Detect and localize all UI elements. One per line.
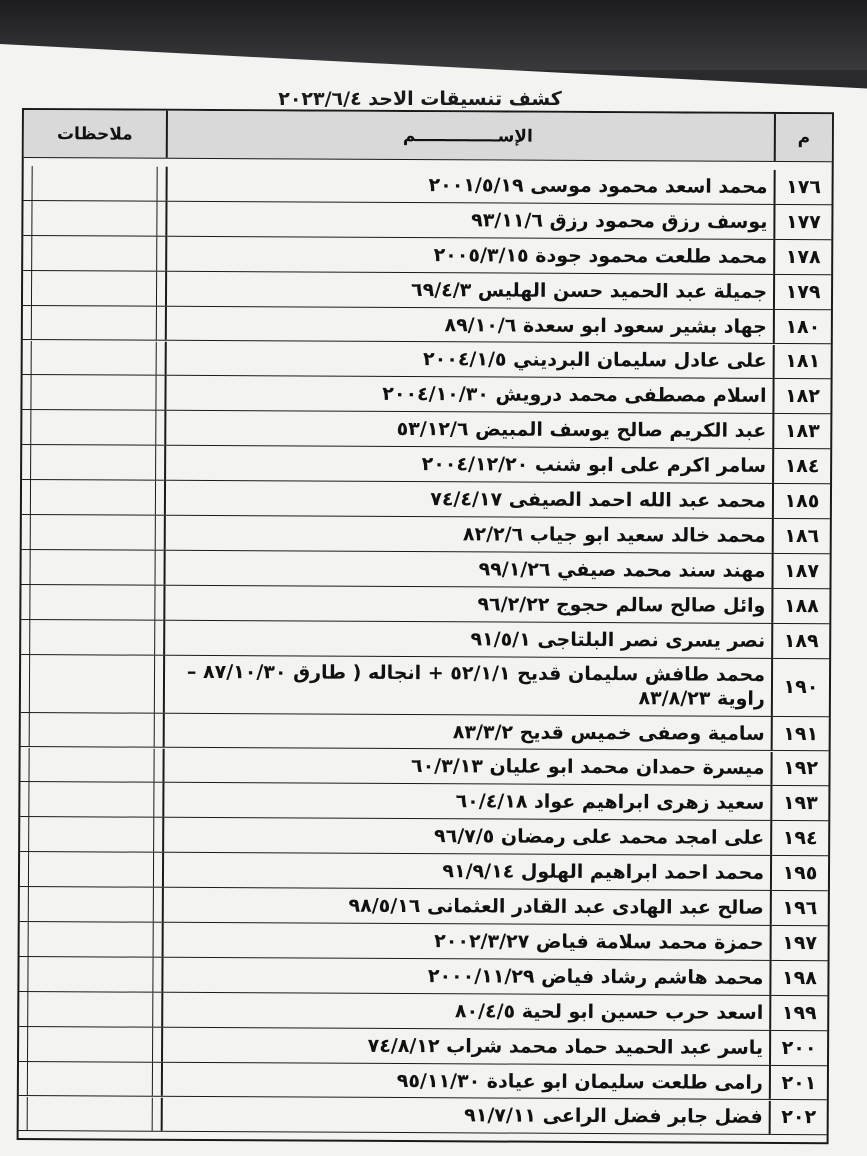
row-number: ١٩٤ — [770, 821, 828, 855]
table-row — [19, 1096, 827, 1135]
row-number: ١٩٨ — [769, 961, 827, 995]
row-notes-box — [29, 655, 155, 713]
row-name: على امجد محمد على رمضان ٩٦/٧/٥ — [162, 818, 770, 855]
row-notes — [22, 445, 164, 480]
table-row — [22, 375, 830, 414]
header-name: الإســــــــــــــم — [166, 111, 774, 161]
row-notes — [20, 922, 162, 957]
row-number: ١٩٣ — [770, 786, 828, 820]
row-notes-box — [29, 713, 155, 748]
table-row — [24, 166, 832, 205]
table-row — [23, 201, 831, 240]
table-row — [22, 515, 830, 554]
row-notes — [21, 713, 163, 748]
row-name: فضل جابر فضل الراعى ٩١/٧/١١ — [161, 1097, 769, 1134]
row-notes — [20, 748, 162, 783]
row-notes — [23, 341, 165, 376]
header-notes: ملاحظات — [56, 123, 133, 145]
row-notes-box — [31, 341, 157, 376]
row-name: محمد احمد ابراهيم الهلول ٩١/٩/١٤ — [162, 853, 770, 890]
row-number: ١٩١ — [771, 717, 829, 751]
row-notes-box — [28, 782, 154, 817]
row-name: اسعد حرب حسين ابو لحية ٨٠/٤/٥ — [161, 993, 769, 1030]
row-notes — [20, 782, 162, 817]
row-notes — [23, 271, 165, 306]
row-notes-box — [31, 271, 157, 306]
row-number: ١٩٢ — [770, 751, 828, 785]
row-notes-box — [29, 585, 155, 620]
row-number: ٢٠٠ — [769, 1031, 827, 1065]
row-number: ١٩٧ — [770, 926, 828, 960]
table-row — [20, 748, 828, 787]
table-row — [22, 550, 830, 589]
row-notes-box — [29, 620, 155, 655]
row-number: ٢٠١ — [769, 1066, 827, 1100]
table-row — [19, 957, 827, 996]
row-notes-box — [31, 306, 157, 341]
row-notes — [24, 166, 166, 201]
row-name: يوسف رزق محمود رزق ٩٣/١١/٦ — [165, 202, 773, 239]
table-row — [21, 713, 829, 752]
row-name: سامية وصفى خميس قديح ٨٣/٣/٢ — [163, 713, 771, 750]
page-title: كشف تنسيقات الاحد ٢٠٢٣/٦/٤ — [278, 88, 562, 110]
row-number: ١٩٥ — [770, 856, 828, 890]
row-number: ١٨٠ — [773, 310, 831, 344]
row-notes-box — [28, 852, 154, 887]
table-row — [22, 480, 830, 519]
table-row — [23, 306, 831, 345]
row-name: جهاد بشير سعود ابو سعدة ٨٩/١٠/٦ — [165, 306, 773, 343]
row-notes — [20, 817, 162, 852]
row-notes — [23, 306, 165, 341]
row-notes-box — [27, 1062, 153, 1097]
row-notes — [22, 515, 164, 550]
row-number: ١٨٨ — [771, 589, 829, 623]
table-row — [20, 852, 828, 891]
table-row — [23, 341, 831, 380]
row-name: محمد طافش سليمان قديح ٥٢/١/١ + انجاله ( طارق ٨٧/١٠/٣٠ – راوية ٨٣/٨/٢٣ — [163, 655, 771, 715]
row-name: عبد الكريم صالح يوسف المبيض ٥٣/١٢/٦ — [164, 411, 772, 448]
row-name: محمد هاشم رشاد فياض ٢٠٠٠/١١/٢٩ — [161, 958, 769, 995]
table-row — [21, 585, 829, 624]
row-number: ١٧٨ — [773, 240, 831, 274]
row-notes-box — [27, 1097, 153, 1132]
row-notes — [19, 1096, 161, 1131]
row-notes — [22, 550, 164, 585]
row-notes-box — [30, 480, 156, 515]
row-name: ميسرة حمدان محمد ابو عليان ٦٠/٣/١٣ — [162, 748, 770, 785]
row-number: ١٩٩ — [769, 996, 827, 1030]
row-number: ١٧٦ — [774, 170, 832, 204]
table-row — [22, 445, 830, 484]
row-name: محمد عبد الله احمد الصيفى ٧٤/٤/١٧ — [164, 481, 772, 518]
row-notes — [20, 887, 162, 922]
row-notes-box — [32, 166, 158, 201]
names-table — [17, 108, 834, 1144]
table-row — [21, 655, 829, 717]
row-notes — [19, 1027, 161, 1062]
row-notes — [23, 236, 165, 271]
row-notes-box — [28, 817, 154, 852]
row-notes — [22, 480, 164, 515]
row-notes — [21, 620, 163, 655]
row-notes-box — [31, 236, 157, 271]
row-notes-box — [27, 957, 153, 992]
row-number: ١٧٧ — [773, 205, 831, 239]
row-notes — [22, 410, 164, 445]
row-notes-box — [30, 375, 156, 410]
table-row — [23, 236, 831, 275]
row-number: ١٨١ — [773, 344, 831, 378]
table-row — [22, 410, 830, 449]
row-name: سعيد زهرى ابراهيم عواد ٦٠/٤/١٨ — [162, 783, 770, 820]
row-name: سامر اكرم على ابو شنب ٢٠٠٤/١٢/٢٠ — [164, 446, 772, 483]
row-name: رامى طلعت سليمان ابو عيادة ٩٥/١١/٣٠ — [161, 1062, 769, 1099]
table-row — [21, 620, 829, 659]
row-name: اسلام مصطفى محمد درويش ٢٠٠٤/١٠/٣٠ — [164, 376, 772, 413]
table-row — [19, 1027, 827, 1066]
row-notes — [23, 201, 165, 236]
row-name: وائل صالح سالم حجوج ٩٦/٢/٢٢ — [163, 586, 771, 623]
row-name: صالح عبد الهادى عبد القادر العثمانى ٩٨/٥/١٦ — [162, 888, 770, 925]
row-notes — [22, 375, 164, 410]
row-notes — [19, 992, 161, 1027]
table-row — [19, 992, 827, 1031]
row-number: ١٨٤ — [772, 449, 830, 483]
table-row — [20, 817, 828, 856]
row-number: ١٨٢ — [772, 379, 830, 413]
row-notes — [21, 655, 163, 713]
row-name: جميلة عبد الحميد حسن الهليس ٦٩/٤/٣ — [165, 271, 773, 308]
header-number: م — [774, 114, 832, 161]
row-notes-box — [28, 748, 154, 783]
row-name: نصر يسرى نصر البلتاجى ٩١/٥/١ — [163, 620, 771, 657]
row-number: ١٨٥ — [772, 484, 830, 518]
row-notes-box — [28, 922, 154, 957]
row-name: ياسر عبد الحميد حماد محمد شراب ٧٤/٨/١٢ — [161, 1027, 769, 1064]
row-notes-box — [30, 515, 156, 550]
table-row — [19, 1062, 827, 1101]
row-name: مهند سند محمد صيفي ٩٩/١/٢٦ — [164, 551, 772, 588]
row-notes-box — [31, 201, 157, 236]
row-notes — [20, 852, 162, 887]
row-name: على عادل سليمان البرديني ٢٠٠٤/١/٥ — [165, 341, 773, 378]
row-notes — [19, 957, 161, 992]
row-name: محمد طلعت محمود جودة ٢٠٠٥/٣/١٥ — [165, 237, 773, 274]
row-number: ١٧٩ — [773, 275, 831, 309]
row-notes-box — [27, 1027, 153, 1062]
row-notes-box — [28, 887, 154, 922]
row-notes-box — [30, 445, 156, 480]
row-notes — [21, 585, 163, 620]
table-row — [20, 782, 828, 821]
row-number: ١٨٦ — [772, 519, 830, 553]
row-notes — [19, 1062, 161, 1097]
table-row — [20, 922, 828, 961]
row-number: ١٩٦ — [770, 891, 828, 925]
row-number: ١٨٧ — [771, 554, 829, 588]
table-row — [20, 887, 828, 926]
row-number: ١٨٩ — [771, 624, 829, 658]
row-number: ١٩٠ — [771, 659, 829, 716]
table-row — [23, 271, 831, 310]
row-name: حمزة محمد سلامة فياض ٢٠٠٢/٣/٢٧ — [162, 923, 770, 960]
row-name: محمد خالد سعيد ابو جياب ٨٢/٢/٦ — [164, 516, 772, 553]
row-notes-box — [30, 550, 156, 585]
row-notes-box — [30, 410, 156, 445]
row-notes-box — [27, 992, 153, 1027]
row-name: محمد اسعد محمود موسى ٢٠٠١/٥/١٩ — [166, 167, 774, 204]
row-number: ٢٠٢ — [769, 1100, 827, 1134]
table-header-row — [24, 110, 832, 162]
row-number: ١٨٣ — [772, 414, 830, 448]
